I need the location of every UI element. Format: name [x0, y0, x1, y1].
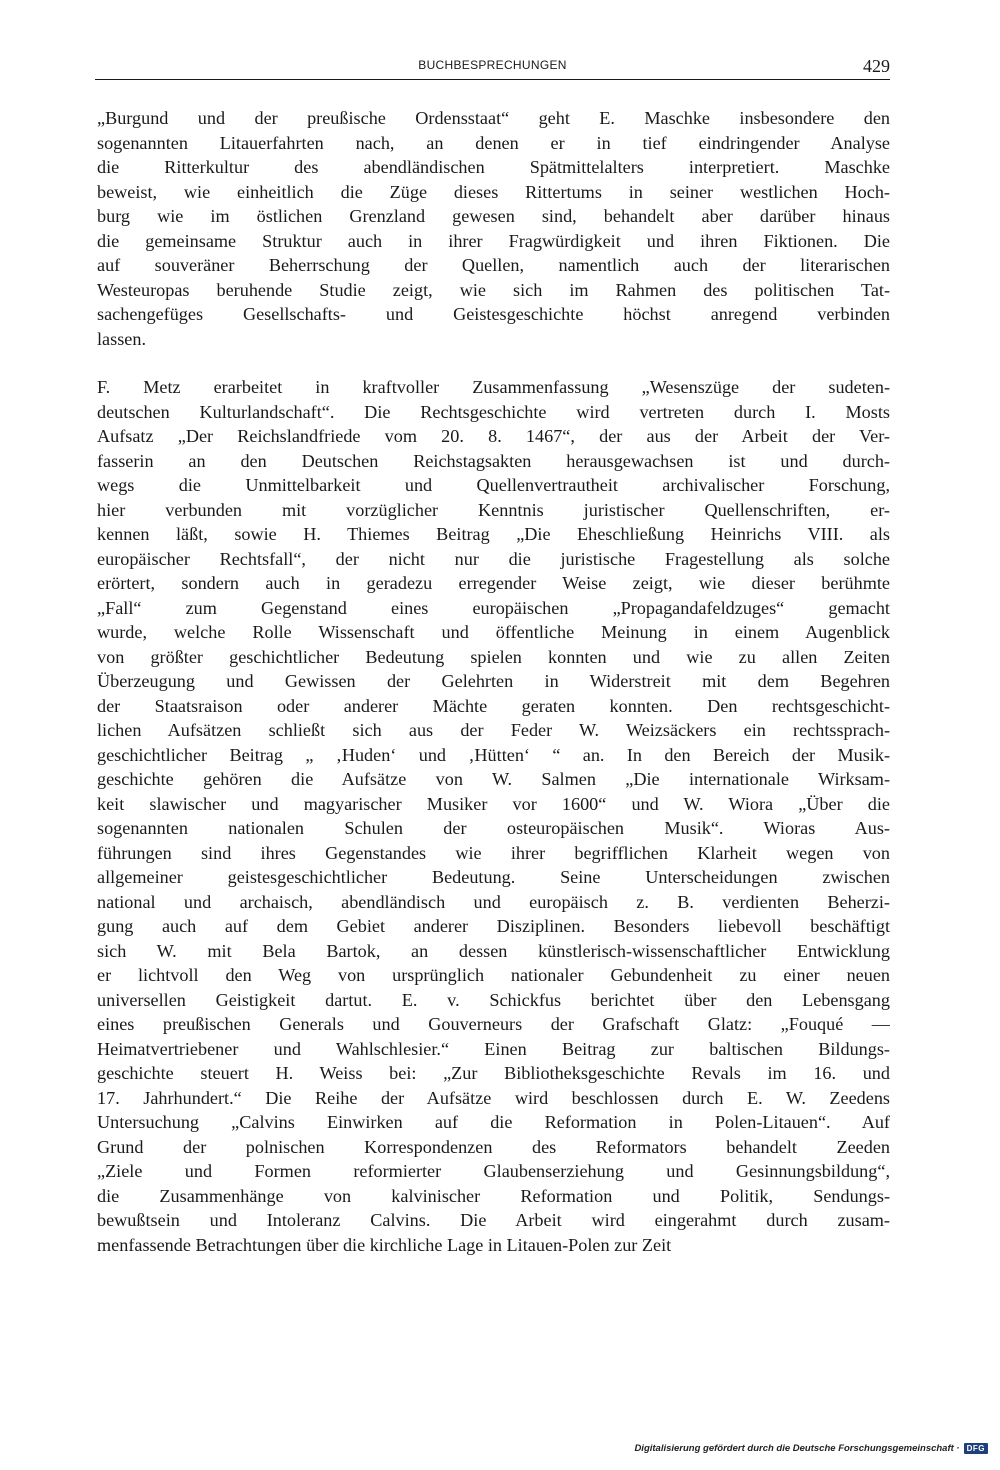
digitization-credit-text: Digitalisierung gefördert durch die Deutsche Forschungsgemeinschaft · [634, 1443, 960, 1454]
text-line: wegs die Unmittelbarkeit und Quellenvertrautheit archivalischer Forschung, [97, 475, 890, 495]
text-line: europäischer Rechtsfall“, der nicht nur die juristische Fragestellung als solche [97, 548, 890, 569]
text-line: allgemeiner geistesgeschichtlicher Bedeutung. Seine Unterscheidungen zwischen [97, 867, 890, 887]
text-line: burg wie im östlichen Grenzland gewesen sind, behandelt aber darüber hinaus [97, 206, 890, 226]
paragraph [97, 106, 890, 351]
text-line: beweist, wie einheitlich die Züge dieses Rittertums in seiner westlichen Hoch- [97, 181, 890, 202]
text-line: geschichtlicher Beitrag „ ‚Huden‘ und ‚Hütten‘ “ an. In den Bereich der Musik- [97, 744, 890, 765]
text-line: sachengefüges Gesellschafts- und Geistesgeschichte höchst anregend verbinden [97, 304, 890, 324]
text-line: sogenannten nationalen Schulen der osteuropäischen Musik“. Wioras Aus- [97, 818, 890, 838]
text-line: kennen läßt, sowie H. Thiemes Beitrag „Die Eheschließung Heinrichs VIII. als [97, 524, 890, 544]
text-line: Westeuropas beruhende Studie zeigt, wie sich im Rahmen des politischen Tat- [97, 279, 890, 300]
paragraph-gap [97, 351, 890, 375]
running-header [95, 58, 890, 80]
text-line: „Ziele und Formen reformierter Glaubenserziehung und Gesinnungsbildung“, [97, 1161, 890, 1181]
text-line: Aufsatz „Der Reichslandfriede vom 20. 8. 1467“, der aus der Arbeit der Ver- [97, 426, 890, 446]
dfg-logo-icon: DFG [964, 1443, 988, 1454]
text-line: universellen Geistigkeit dartut. E. v. Schickfus berichtet über den Lebensgang [97, 989, 890, 1010]
text-line: lichen Aufsätzen schließt sich aus der Feder W. Weizsäckers ein rechtssprach- [97, 720, 890, 740]
text-line: Heimatvertriebener und Wahlschlesier.“ Einen Beitrag zur baltischen Bildungs- [97, 1038, 890, 1059]
text-line: menfassende Betrachtungen über die kirchliche Lage in Litauen-Polen zur Zeit [97, 1234, 672, 1255]
text-line: der Staatsraison oder anderer Mächte geraten konnten. Den rechtsgeschicht- [97, 695, 890, 716]
text-line: Grund der polnischen Korrespondenzen des Reformators behandelt Zeeden [97, 1136, 890, 1157]
text-line: Untersuchung „Calvins Einwirken auf die Reformation in Polen-Litauen“. Auf [97, 1112, 890, 1132]
page-number: 429 [863, 56, 890, 76]
text-line: F. Metz erarbeitet in kraftvoller Zusammenfassung „Wesenszüge der sudeten- [97, 377, 890, 397]
text-line: die gemeinsame Struktur auch in ihrer Fragwürdigkeit und ihren Fiktionen. Die [97, 230, 890, 251]
text-line: die Zusammenhänge von kalvinischer Reformation und Politik, Sendungs- [97, 1185, 890, 1206]
text-line: national und archaisch, abendländisch und europäisch z. B. verdienten Beherzi- [97, 891, 890, 912]
text-line: keit slawischer und magyarischer Musiker vor 1600“ und W. Wiora „Über die [97, 793, 890, 814]
text-line: bewußtsein und Intoleranz Calvins. Die Arbeit wird eingerahmt durch zusam- [97, 1210, 890, 1230]
text-line: wurde, welche Rolle Wissenschaft und öffentliche Meinung in einem Augenblick [97, 622, 890, 642]
text-line: hier verbunden mit vorzüglicher Kenntnis juristischer Quellenschriften, er- [97, 499, 890, 520]
text-line: Überzeugung und Gewissen der Gelehrten in Widerstreit mit dem Begehren [97, 671, 890, 691]
running-header-title: BUCHBESPRECHUNGEN [418, 58, 567, 72]
text-line: er lichtvoll den Weg von ursprünglich nationaler Gebundenheit zu einer neuen [97, 965, 890, 985]
text-line: geschichte gehören die Aufsätze von W. Salmen „Die internationale Wirksam- [97, 769, 890, 789]
text-line: „Burgund und der preußische Ordensstaat“ geht E. Maschke insbesondere den [97, 108, 890, 128]
text-line: gung auch auf dem Gebiet anderer Disziplinen. Besonders liebevoll beschäftigt [97, 916, 890, 936]
text-line: erörtert, sondern auch in geradezu erregender Weise zeigt, wie dieser berühmte [97, 573, 890, 593]
text-line: 17. Jahrhundert.“ Die Reihe der Aufsätze wird beschlossen durch E. W. Zeedens [97, 1087, 890, 1108]
header-rule [95, 79, 890, 80]
digitization-credit [634, 1443, 988, 1454]
text-line: führungen sind ihres Gegenstandes wie ihrer begrifflichen Klarheit wegen von [97, 842, 890, 863]
text-line: von größter geschichtlicher Bedeutung spielen konnten und wie zu allen Zeiten [97, 646, 890, 667]
text-line: die Ritterkultur des abendländischen Spätmittelalters interpretiert. Maschke [97, 157, 890, 177]
text-line: deutschen Kulturlandschaft“. Die Rechtsgeschichte wird vertreten durch I. Mosts [97, 401, 890, 422]
text-line: „Fall“ zum Gegenstand eines europäischen „Propagandafeldzuges“ gemacht [97, 597, 890, 618]
text-line: eines preußischen Generals und Gouverneurs der Grafschaft Glatz: „Fouqué — [97, 1014, 890, 1034]
body-text [97, 106, 890, 1257]
text-line: lassen. [97, 328, 146, 349]
text-line: sich W. mit Bela Bartok, an dessen künstlerisch-wissenschaftlicher Entwicklung [97, 940, 890, 961]
text-line: geschichte steuert H. Weiss bei: „Zur Bibliotheksgeschichte Revals im 16. und [97, 1063, 890, 1083]
text-line: fasserin an den Deutschen Reichstagsakten herausgewachsen ist und durch- [97, 450, 890, 471]
paragraph [97, 375, 890, 1257]
text-line: sogenannten Litauerfahrten nach, an denen er in tief eindringender Analyse [97, 132, 890, 153]
text-line: auf souveräner Beherrschung der Quellen, namentlich auch der literarischen [97, 255, 890, 275]
